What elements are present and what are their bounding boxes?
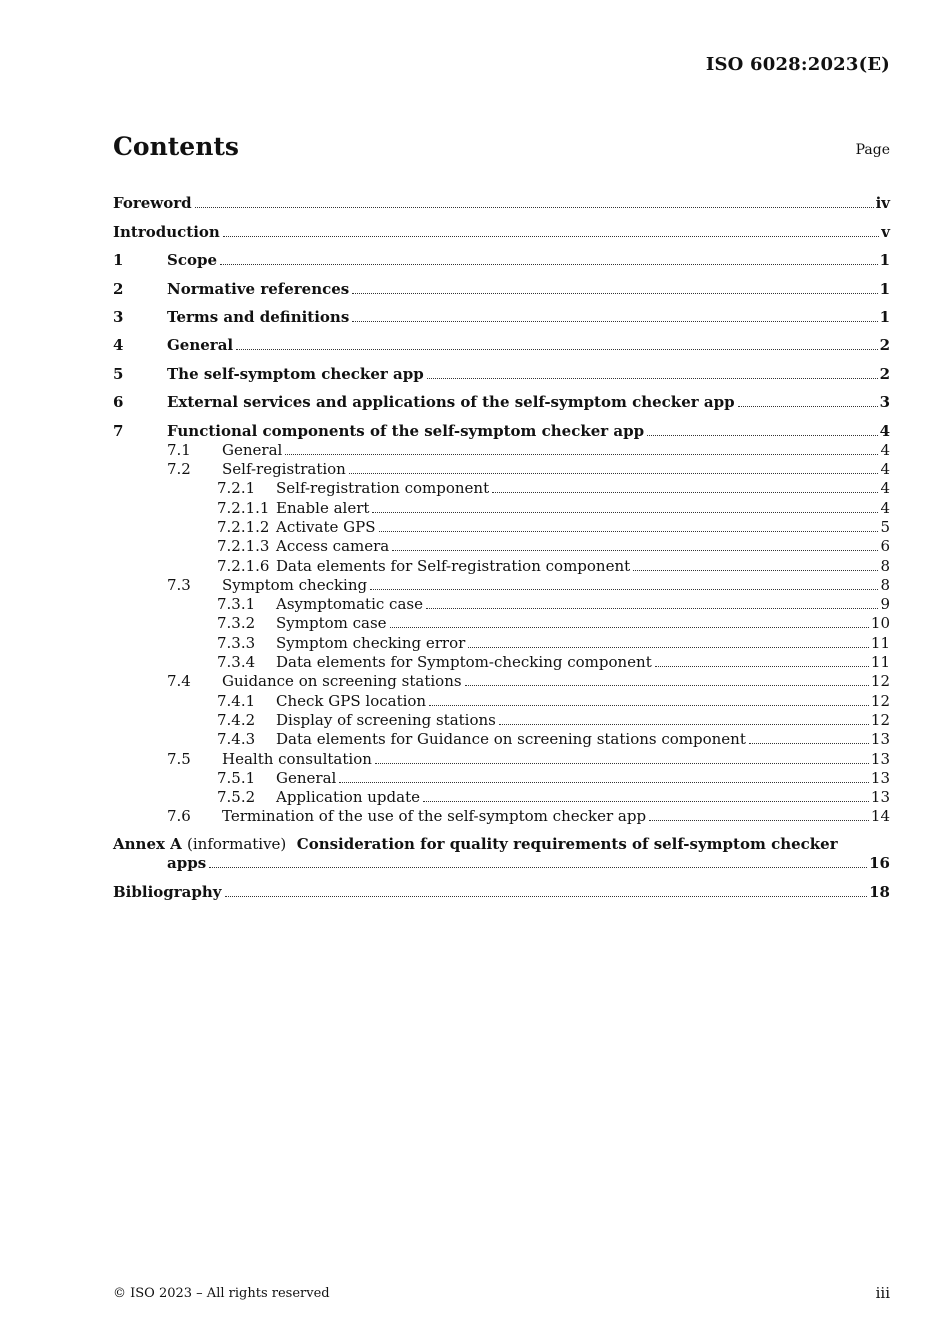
toc-entry-title: Check GPS location — [276, 691, 427, 710]
dot-leader — [749, 742, 869, 744]
dot-leader — [209, 866, 867, 868]
toc-entry-number: 7.2.1.6 — [217, 556, 270, 575]
toc-entry-title: Foreword — [113, 194, 192, 213]
toc-entry[interactable] — [113, 730, 890, 749]
dot-leader — [223, 235, 879, 237]
annex-label: Annex A — [113, 835, 182, 854]
footer-page-number: iii — [875, 1284, 890, 1302]
toc-entry-page: 2 — [879, 336, 890, 355]
dot-leader — [633, 569, 878, 571]
toc-entry-page: 4 — [880, 440, 890, 459]
dot-leader — [392, 549, 878, 551]
toc-entry[interactable] — [113, 614, 890, 633]
dot-leader — [236, 348, 877, 350]
dot-leader — [375, 762, 869, 764]
toc-entry-page: 1 — [879, 251, 890, 270]
annex-title: Consideration for quality requirements of self-symptom checker — [296, 835, 838, 854]
toc-entry-title: Access camera — [276, 537, 390, 556]
toc-entry-number: 7.2.1 — [217, 479, 256, 498]
toc-entry[interactable] — [113, 518, 890, 537]
dot-leader — [655, 665, 869, 667]
toc-entry-number: 7.3 — [167, 575, 191, 594]
toc-entry-title: Data elements for Self-registration component — [276, 556, 631, 575]
toc-entry-page: 1 — [879, 307, 890, 326]
toc-entry-page: 11 — [870, 633, 890, 652]
toc-entry-title: General — [167, 336, 234, 355]
toc-entry-number: 7.2.1.3 — [217, 537, 270, 556]
dot-leader — [370, 588, 878, 590]
toc-entry-page: 4 — [879, 421, 890, 440]
toc-entry[interactable] — [113, 460, 890, 479]
toc-entry[interactable] — [113, 213, 890, 241]
toc-entry-title: Introduction — [113, 222, 220, 241]
toc-entry-number: 7.3.1 — [217, 595, 256, 614]
toc-entry-page: 2 — [879, 364, 890, 383]
dot-leader — [352, 320, 877, 322]
toc-entry[interactable] — [113, 633, 890, 652]
toc-entry-title: Scope — [167, 251, 218, 270]
toc-entry-title: Normative references — [167, 279, 350, 298]
toc-entry[interactable] — [113, 788, 890, 807]
toc-entry[interactable] — [113, 749, 890, 768]
toc-entry[interactable] — [113, 595, 890, 614]
toc-entry-title: General — [222, 440, 283, 459]
toc-entry-page: 9 — [880, 595, 890, 614]
toc-entry-page: 14 — [870, 807, 890, 826]
toc-entry[interactable] — [113, 270, 890, 298]
toc-entry-number: 1 — [113, 251, 124, 270]
toc-entry-page: 4 — [880, 479, 890, 498]
toc-entry[interactable] — [113, 479, 890, 498]
dot-leader — [649, 819, 869, 821]
toc-entry-number: 7.3.3 — [217, 633, 256, 652]
toc-entry[interactable] — [113, 711, 890, 730]
toc-entry-number: 7.4.2 — [217, 710, 256, 729]
toc-entry-title: Application update — [276, 788, 420, 807]
dot-leader — [339, 781, 869, 783]
table-of-contents — [113, 185, 890, 902]
toc-entry-title: Data elements for Symptom-checking component — [276, 653, 652, 672]
toc-entry-number: 7.1 — [167, 440, 191, 459]
toc-entry-number: 7.4 — [167, 672, 191, 691]
toc-entry[interactable] — [113, 672, 890, 691]
toc-entry-number: 7.5 — [167, 749, 191, 768]
toc-entry-number: 7.3.4 — [217, 653, 256, 672]
toc-entry[interactable] — [113, 355, 890, 383]
toc-entry-title: Enable alert — [276, 498, 370, 517]
toc-entry-page: v — [881, 222, 890, 241]
toc-entry-page: 3 — [879, 393, 890, 412]
toc-entry-number: 7.3.2 — [217, 614, 256, 633]
toc-entry-title: Termination of the use of the self-symptom checker app — [222, 807, 647, 826]
toc-entry-title: General — [276, 768, 337, 787]
toc-entry-page: 11 — [870, 653, 890, 672]
dot-leader — [352, 292, 877, 294]
toc-entry-number: 7.5.2 — [217, 788, 256, 807]
toc-bibliography[interactable] — [113, 873, 890, 901]
toc-entry-page: 13 — [870, 788, 890, 807]
dot-leader — [738, 405, 878, 407]
toc-entry[interactable] — [113, 556, 890, 575]
toc-entry[interactable] — [113, 185, 890, 213]
toc-entry-title: Health consultation — [222, 749, 372, 768]
toc-entry[interactable] — [113, 384, 890, 412]
toc-entry[interactable] — [113, 807, 890, 826]
toc-entry-title: Guidance on screening stations — [222, 672, 462, 691]
toc-entry-number: 7.6 — [167, 807, 191, 826]
bibliography-title: Bibliography — [113, 882, 222, 901]
toc-entry-page: 12 — [870, 691, 890, 710]
annex-page: 16 — [869, 854, 890, 873]
toc-entry[interactable] — [113, 498, 890, 517]
annex-type: (informative) — [187, 835, 287, 854]
dot-leader — [647, 434, 877, 436]
dot-leader — [372, 511, 878, 513]
toc-entry-page: 13 — [870, 730, 890, 749]
toc-annex-a[interactable] — [113, 835, 890, 873]
toc-entry-number: 6 — [113, 393, 124, 412]
dot-leader — [285, 453, 878, 455]
toc-entry[interactable] — [113, 769, 890, 788]
toc-entry-title: Data elements for Guidance on screening stations component — [276, 730, 746, 749]
toc-entry-page: 13 — [870, 768, 890, 787]
toc-entry[interactable] — [113, 691, 890, 710]
toc-entry-page: iv — [875, 194, 890, 213]
toc-entry[interactable] — [113, 412, 890, 440]
dot-leader — [499, 723, 869, 725]
toc-entry-title: Functional components of the self-symptom checker app — [167, 421, 645, 440]
toc-entry-page: 6 — [880, 537, 890, 556]
toc-entry-title: Self-registration — [222, 460, 346, 479]
toc-entry-number: 7.4.3 — [217, 730, 256, 749]
toc-entry-number: 3 — [113, 307, 124, 326]
dot-leader — [379, 530, 879, 532]
toc-entry-page: 13 — [870, 749, 890, 768]
annex-title-continued: apps — [167, 854, 207, 873]
toc-entry-page: 5 — [880, 518, 890, 536]
toc-entry[interactable] — [113, 327, 890, 355]
dot-leader — [468, 646, 869, 648]
toc-entry-title: External services and applications of the self-symptom checker app — [167, 393, 735, 412]
toc-entry-number: 7 — [113, 421, 124, 440]
dot-leader — [423, 800, 869, 802]
toc-entry[interactable] — [113, 242, 890, 270]
toc-entry-page: 8 — [880, 575, 890, 594]
dot-leader — [195, 206, 874, 208]
toc-entry-number: 7.2 — [167, 460, 191, 479]
toc-entry-page: 12 — [870, 710, 890, 729]
page-column-label: Page — [855, 142, 890, 158]
dot-leader — [429, 704, 869, 706]
dot-leader — [492, 491, 878, 493]
toc-entry-number: 7.2.1.1 — [217, 498, 270, 517]
toc-entry-number: 2 — [113, 279, 124, 298]
toc-entry-title: Symptom case — [276, 614, 387, 633]
toc-entry-title: Self-registration component — [276, 479, 490, 498]
toc-entry-page: 12 — [870, 672, 890, 691]
toc-entry-title: The self-symptom checker app — [167, 364, 424, 383]
toc-entry-title: Symptom checking — [222, 575, 368, 594]
document-code: ISO 6028:2023(E) — [705, 54, 890, 75]
toc-entry-title: Asymptomatic case — [276, 595, 423, 614]
page-title: Contents — [113, 132, 240, 161]
toc-entry-title: Terms and definitions — [167, 307, 350, 326]
toc-entry[interactable] — [113, 441, 890, 460]
dot-leader — [465, 684, 869, 686]
toc-entry[interactable] — [113, 653, 890, 672]
toc-entry-title: Activate GPS — [276, 518, 376, 536]
dot-leader — [390, 626, 869, 628]
toc-entry-page: 10 — [870, 614, 890, 633]
toc-entry-page: 1 — [879, 279, 890, 298]
bibliography-page: 18 — [869, 882, 890, 901]
toc-entry-page: 4 — [880, 460, 890, 479]
dot-leader — [349, 472, 879, 474]
toc-entry[interactable] — [113, 537, 890, 556]
toc-entry-number: 7.4.1 — [217, 691, 256, 710]
toc-entry[interactable] — [113, 299, 890, 327]
toc-entry-page: 8 — [880, 556, 890, 575]
toc-entry-number: 5 — [113, 364, 124, 383]
dot-leader — [427, 377, 878, 379]
toc-entry-number: 7.2.1.2 — [217, 518, 270, 536]
dot-leader — [220, 263, 878, 265]
toc-entry-title: Display of screening stations — [276, 710, 496, 729]
toc-entries — [113, 185, 890, 826]
toc-entry-page: 4 — [880, 498, 890, 517]
dot-leader — [426, 607, 878, 609]
toc-entry-title: Symptom checking error — [276, 633, 466, 652]
dot-leader — [225, 895, 868, 897]
toc-entry[interactable] — [113, 576, 890, 595]
footer-copyright: © ISO 2023 – All rights reserved — [113, 1286, 330, 1301]
toc-entry-number: 7.5.1 — [217, 768, 256, 787]
toc-entry-number: 4 — [113, 336, 124, 355]
